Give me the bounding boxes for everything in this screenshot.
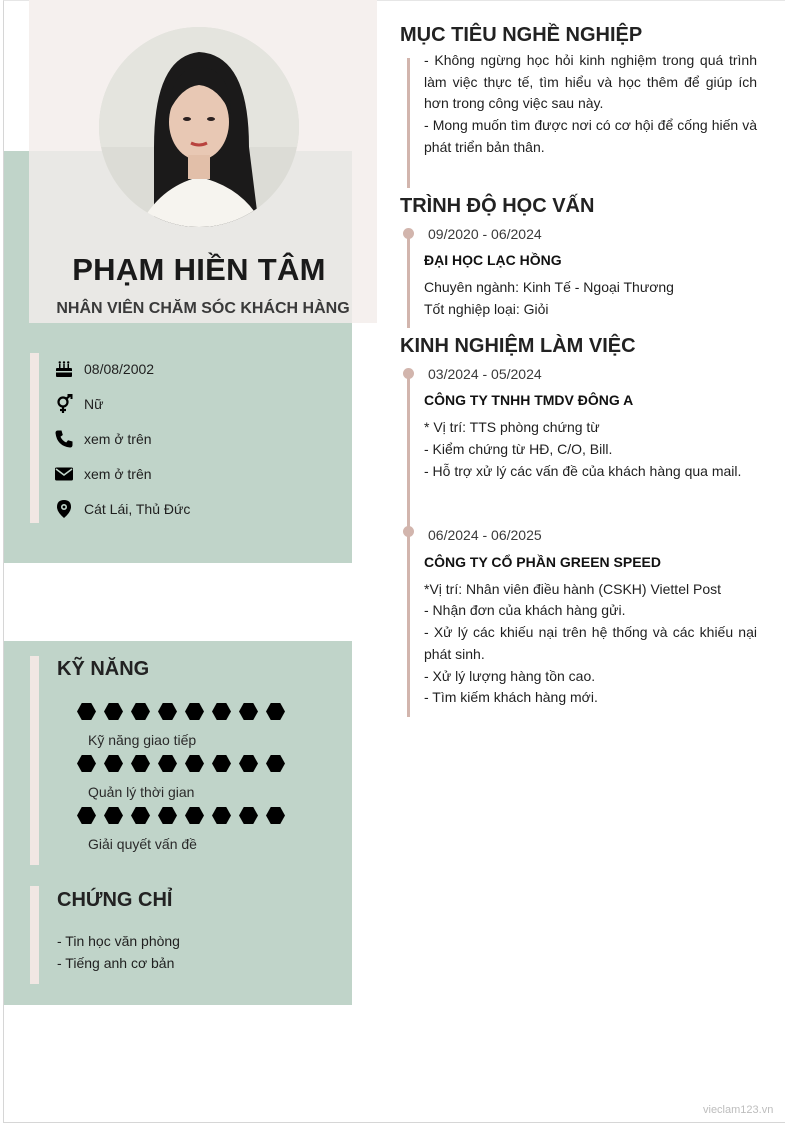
- job-0-line-1: - Kiểm chứng từ HĐ, C/O, Bill.: [424, 441, 613, 457]
- job-1-line-1: - Nhận đơn của khách hàng gửi.: [424, 602, 626, 618]
- skills-accent-bar: [30, 656, 39, 865]
- education-school: ĐẠI HỌC LẠC HỒNG: [424, 252, 562, 268]
- contact-birthday: [54, 359, 154, 379]
- rating-hex-filled: [266, 807, 285, 824]
- education-title: TRÌNH ĐỘ HỌC VẤN: [400, 195, 595, 217]
- job-company-1: CÔNG TY CỔ PHẦN GREEN SPEED: [424, 554, 662, 570]
- rating-hex-filled: [185, 703, 204, 720]
- experience-title: KINH NGHIỆM LÀM VIỆC: [400, 335, 636, 357]
- objective-line-1: - Mong muốn tìm được nơi có cơ hội để cống hiến và phát triển bản thân.: [424, 117, 757, 155]
- job-period-0: 03/2024 - 05/2024: [428, 366, 542, 382]
- rating-hex-filled: [77, 755, 96, 772]
- profile-photo: [99, 27, 299, 227]
- skill-label-1: Quản lý thời gian: [88, 784, 195, 800]
- job-1-line-3: - Xử lý lượng hàng tồn cao.: [424, 668, 596, 684]
- objective-timeline-line: [407, 58, 410, 188]
- location-pin-icon: [54, 499, 74, 519]
- job-1-line-0: *Vị trí: Nhân viên điều hành (CSKH) Viettel Post: [424, 581, 722, 597]
- birthday-text: 08/08/2002: [84, 361, 155, 377]
- rating-hex-filled: [266, 755, 285, 772]
- certificates-title: CHỨNG CHỈ: [57, 889, 173, 911]
- rating-hex-filled: [212, 703, 231, 720]
- mail-icon: [54, 464, 74, 484]
- skill-label-2: Giải quyết vấn đề: [88, 836, 197, 852]
- objective-line-0: - Không ngừng học hỏi kinh nghiệm trong quá trình làm việc thực tế, tìm hiểu và học thêm để giúp ích hơn trong công việc sau này.: [424, 52, 757, 111]
- experience-timeline-dot: [403, 368, 414, 379]
- rating-hex-filled: [158, 807, 177, 824]
- job-period-1: 06/2024 - 06/2025: [428, 527, 542, 543]
- rating-hex-filled: [212, 755, 231, 772]
- rating-hex-filled: [185, 807, 204, 824]
- skill-label-0: Kỹ năng giao tiếp: [88, 732, 197, 748]
- rating-hex-filled: [158, 703, 177, 720]
- rating-hex-filled: [104, 807, 123, 824]
- rating-hex-filled: [131, 755, 150, 772]
- rating-hex-filled: [212, 807, 231, 824]
- education-period: 09/2020 - 06/2024: [428, 226, 542, 242]
- contact-email: [54, 464, 152, 484]
- rating-hex-filled: [239, 703, 258, 720]
- email-text: xem ở trên: [84, 466, 152, 482]
- skill-rating-0: [77, 703, 285, 720]
- contact-gender: [54, 394, 103, 414]
- phone-icon: [54, 429, 74, 449]
- education-grade: Tốt nghiệp loại: Giỏi: [424, 301, 549, 317]
- skill-rating-1: [77, 755, 285, 772]
- rating-hex-filled: [266, 703, 285, 720]
- education-timeline-line: [407, 232, 410, 328]
- phone-text: xem ở trên: [84, 431, 152, 447]
- certificate-item: - Tiếng anh cơ bản: [57, 955, 175, 971]
- rating-hex-filled: [239, 807, 258, 824]
- rating-hex-filled: [131, 807, 150, 824]
- rating-hex-filled: [77, 807, 96, 824]
- certificates-accent-bar: [30, 886, 39, 984]
- job-1-line-2: - Xử lý các khiếu nại trên hệ thống và các khiếu nại phát sinh.: [424, 624, 757, 662]
- job-0-line-2: - Hỗ trợ xử lý các vấn đề của khách hàng qua mail.: [424, 463, 742, 479]
- rating-hex-filled: [104, 703, 123, 720]
- skills-title: KỸ NĂNG: [57, 658, 150, 680]
- job-company-0: CÔNG TY TNHH TMDV ĐÔNG A: [424, 392, 634, 408]
- watermark: vieclam123.vn: [703, 1104, 774, 1116]
- contact-accent-bar: [30, 353, 39, 523]
- cake-icon: [54, 359, 74, 379]
- rating-hex-filled: [185, 755, 204, 772]
- contact-address: [54, 499, 190, 519]
- profile-job-title: NHÂN VIÊN CHĂM SÓC KHÁCH HÀNG: [56, 300, 350, 317]
- certificate-item: - Tin học văn phòng: [57, 933, 180, 949]
- gender-text: Nữ: [84, 396, 104, 412]
- gender-icon: [54, 394, 74, 414]
- education-timeline-dot: [403, 228, 414, 239]
- rating-hex-filled: [239, 755, 258, 772]
- job-1-line-4: - Tìm kiếm khách hàng mới.: [424, 689, 598, 705]
- address-text: Cát Lái, Thủ Đức: [84, 501, 191, 517]
- rating-hex-filled: [77, 703, 96, 720]
- skill-rating-2: [77, 807, 285, 824]
- education-major: Chuyên ngành: Kinh Tế - Ngoại Thương: [424, 279, 674, 295]
- rating-hex-filled: [158, 755, 177, 772]
- objective-title: MỤC TIÊU NGHỀ NGHIỆP: [400, 24, 643, 46]
- experience-timeline-line: [407, 372, 410, 717]
- experience-timeline-dot: [403, 526, 414, 537]
- profile-name: PHẠM HIỀN TÂM: [72, 252, 326, 287]
- rating-hex-filled: [131, 703, 150, 720]
- rating-hex-filled: [104, 755, 123, 772]
- contact-phone: [54, 429, 152, 449]
- job-0-line-0: * Vị trí: TTS phòng chứng từ: [424, 419, 600, 435]
